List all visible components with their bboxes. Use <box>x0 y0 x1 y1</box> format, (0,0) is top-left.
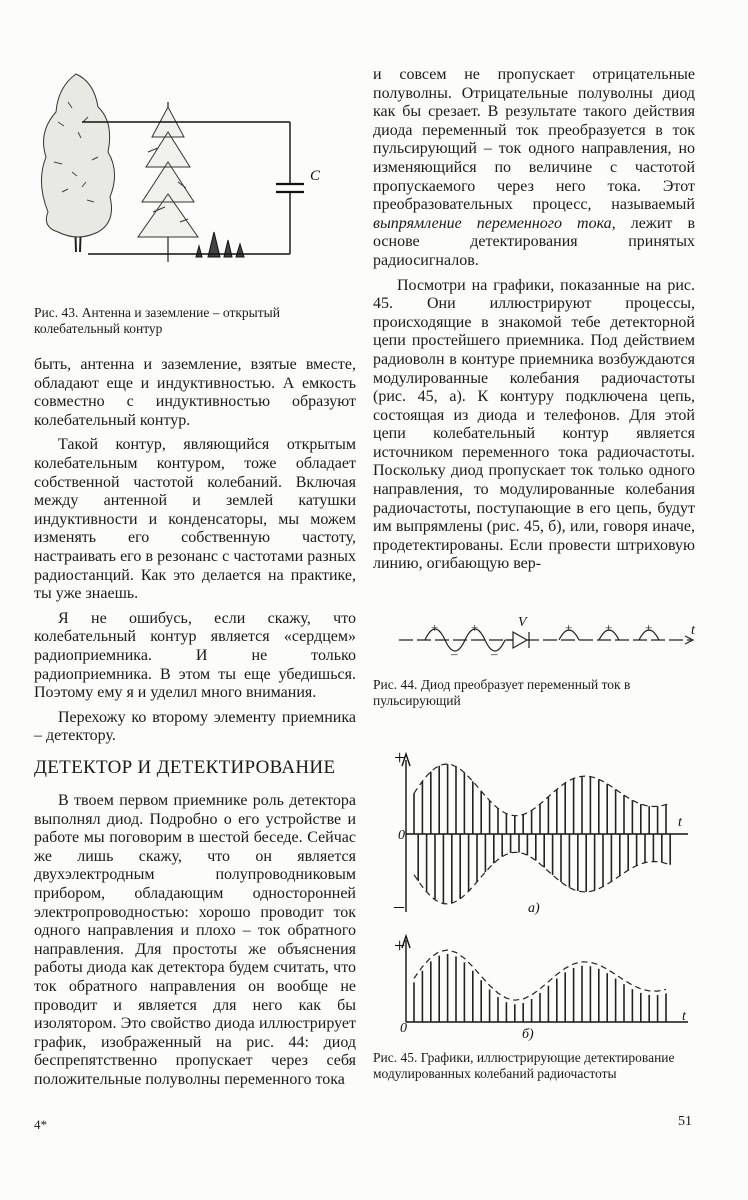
paragraph: Такой контур, являющийся открытым колебательным контуром, тоже обладает собственной частотой колебаний. Включая между антенной и землей катушки индуктивности и конденсаторы, мы можем изменять его собственную частоту, настраивать его в резонанс с частотами разных радиостанций. Как это делается на практике, ты уже знаешь. <box>34 436 356 603</box>
left-column-upper <box>34 356 356 746</box>
graph-b-label: б) <box>522 1027 534 1042</box>
svg-text:–: – <box>491 646 498 661</box>
figure-44-diode-graph <box>395 612 705 664</box>
svg-text:+: + <box>605 620 613 635</box>
zero-label-a: 0 <box>398 828 405 843</box>
signature-mark: 4* <box>34 1117 47 1132</box>
figure-45-detection-graphs <box>392 742 702 1042</box>
time-axis-label: t <box>691 623 695 638</box>
rectified-pulse-bars <box>414 954 666 1022</box>
figure-45-caption: Рис. 45. Графики, иллюстрирующие детектирование модулированных колебаний радиочастоты <box>373 1050 675 1081</box>
figure-43-caption: Рис. 43. Антенна и заземление – открытый колебательный контур <box>34 305 280 336</box>
svg-text:–: – <box>451 646 458 661</box>
zero-label-b: 0 <box>400 1021 407 1036</box>
diode-label: V <box>518 615 527 630</box>
envelope-dashed-b <box>414 950 666 1000</box>
svg-text:+: + <box>565 620 573 635</box>
plus-sign-b: + <box>394 935 406 957</box>
graph-a-label: a) <box>528 901 540 916</box>
figure-43-antenna-illustration <box>28 62 321 284</box>
plus-sign: + <box>394 747 406 769</box>
birch-tree <box>41 74 114 252</box>
emphasis-term: выпрямление переменного тока <box>373 214 612 232</box>
minus-sign: – <box>394 895 404 917</box>
svg-text:+: + <box>645 620 653 635</box>
fir-tree <box>138 102 198 262</box>
time-label-b: t <box>682 1009 686 1024</box>
page-number: 51 <box>678 1114 692 1129</box>
paragraph: Я не ошибусь, если скажу, что колебательный контур является «сердцем» радиоприемника. И не только радиоприемника. В этом ты еще убедишься. Поэтому ему я и уделил много внимания. <box>34 609 356 702</box>
time-label-a: t <box>678 815 682 830</box>
svg-text:+: + <box>471 620 479 635</box>
paragraph: быть, антенна и заземление, взятые вместе, обладают еще и индуктивностью. А емкость совместно с индуктивностью образуют колебательный контур. <box>34 356 356 429</box>
paragraph: Перехожу ко второму элементу приемника – детектору. <box>34 708 356 745</box>
svg-text:+: + <box>431 620 439 635</box>
capacitor-label: C <box>310 168 321 184</box>
figure-44-caption: Рис. 44. Диод преобразует переменный ток в пульсирующий <box>373 677 631 708</box>
left-column-lower <box>34 792 356 1090</box>
paragraph: и совсем не пропускает отрицательные полуволны. Отрицательные полуволны диод как бы срезает. В результате такого действия диода переменный ток преобразуется в ток пульсирующий – ток одного направления, но изменяющийся по величине с частотой пропускаемого через него тока. Этот преобразовательных процесс, называемый выпрямление переменного тока, лежит в основе детектирования принятых радиосигналов. <box>373 66 696 269</box>
small-fir-trees <box>196 232 244 257</box>
section-heading: ДЕТЕКТОР И ДЕТЕКТИРОВАНИЕ <box>34 757 336 778</box>
right-column-text <box>373 66 695 574</box>
paragraph: Посмотри на графики, показанные на рис. 45. Они иллюстрируют процессы, происходящие в знакомой тебе детекторной цепи простейшего приемника. Под действием радиоволн в контуре приемника возбуждаются модулированные колебания радиочастоты (рис. 45, а). К контуру подключена цепь, состоящая из диода и телефонов. Для этой цепи колебательный контур является источником переменного тока радиочастоты. Поскольку диод пропускает ток только одного направления, то модулированные колебания радиочастоты, поступающие в его цепь, будут им выпрямлены (рис. 45, б), или, говоря иначе, продетектированы. Если провести штриховую линию, огибающую вер- <box>373 276 695 573</box>
paragraph: В твоем первом приемнике роль детектора выполнял диод. Подробно о его устройстве и работе мы поговорим в шестой беседе. Сейчас же лишь скажу, что он является двухэлектродным полупроводниковым прибором, обладающим односторонней электропроводностью: хорошо проводит ток одного направления и плохо – ток обратного направления. Для простоты же объяснения работы диода как детектора будем считать, что ток обратного направления он вообще не проводит и является для него как бы изолятором. Это свойство диода иллюстрирует график, изображенный на рис. 44: диод беспрепятственно пропускает через себя положительные полуволны переменного тока <box>34 792 356 1088</box>
